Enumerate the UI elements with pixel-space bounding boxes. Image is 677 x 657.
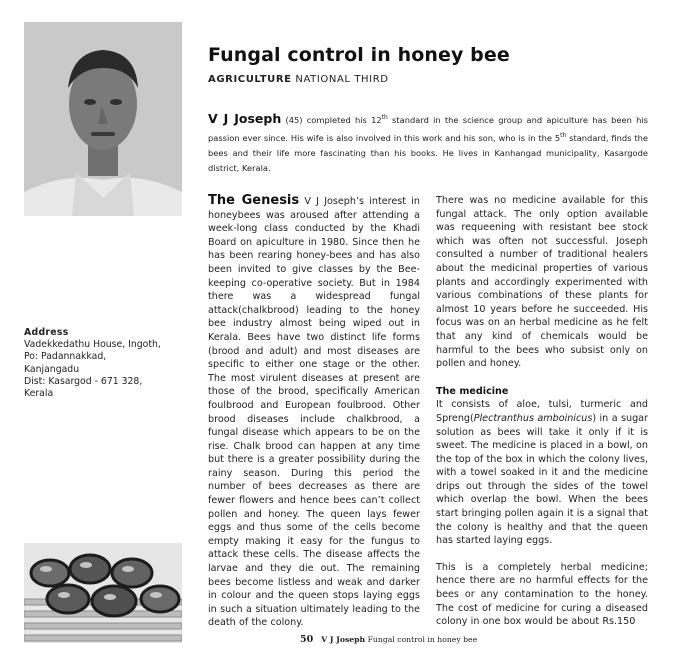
intro-sup-2: th bbox=[560, 131, 567, 139]
article-column-2 bbox=[436, 194, 648, 629]
medicine-heading: The medicine bbox=[436, 385, 509, 397]
portrait-photo bbox=[24, 22, 182, 216]
intro-text-3: standard, finds the bees and their life more fascinating than his books. He lives in Kanhangad municipality, Kasargode district, Kerala. bbox=[208, 132, 648, 173]
medicine-text-start: It consists of aloe, tulsi, turmeric and Spreng( bbox=[436, 399, 648, 424]
beehive-illustration bbox=[24, 543, 182, 643]
genesis-continued: There was no medicine available for this fungal attack. The only option available was requeening with resistant bee stock which was often not successful. Joseph consulted a number of traditional healers about the medicinal properties of various plants and accordingly experimented with various combinations of these plants for almost 10 years before he succeeded. His focus was on an herbal medicine as he felt that any kind of chemicals would be harmful to the bees who subsist only on pollen and honey. bbox=[436, 195, 648, 370]
category-field: AGRICULTURE bbox=[208, 74, 292, 85]
award-category bbox=[208, 74, 389, 85]
genesis-text: V J Joseph’s interest in honeybees was aroused after attending a week-long class conducted by the Khadi Board on apiculture in 1980. Since then he has been rearing honey-bees and has also been invited to give classes by the Bee-keeping co-operative society. But in 1984 there was a widespread fungal attack(chalkbrood) leading to the honey bee industry almost being wiped out in Kerala. Bees have two distinct life forms (brood and adult) and most diseases are specific to either one stage or the other. The most virulent diseases at present are those of the brood, specifically American foulbrood and European foulbrood. Other brood diseases include chalkbrood, a fungal disease which appears to be on the rise. Chalk brood can happen at any time but there is a greater possibility during the rainy season. During this period the number of bees decreases as there are fewer flowers and hence bees can’t collect pollen and honey. The queen lays fewer eggs and thus some of the cells become empty making it easy for the fungus to attack these cells. The disease affects the larvae and they die out. The remaining bees become listless and weak and darker in colour and the queen stops laying eggs in such a situation ultimately leading to the death of the colony. bbox=[208, 196, 421, 629]
address-line-4: Dist: Kasargod - 671 328, bbox=[24, 375, 143, 387]
intro-name: V J Joseph bbox=[208, 110, 282, 126]
intro-sup-1: th bbox=[381, 114, 388, 121]
page-footer bbox=[300, 634, 477, 645]
address-line-5: Kerala bbox=[24, 388, 54, 400]
medicine-text-end: ) in a sugar solution as bees will take it only if it is sweet. The medicine is placed in a bowl, on the top of the box in which the colony lives, with a towel soaked in it and the medicine drips out through the sides of the towel which overlap the bowl. When the bees start bringing pollen again it is a signal that the colony is healthy and that the queen has started laying eggs. bbox=[436, 412, 649, 547]
closing-paragraph: This is a completely herbal medicine; hence there are no harmful effects for the bees or any contamination to the honey. The cost of medicine for curing a diseased colony in one box would be about Rs.150 bbox=[436, 561, 648, 628]
address-block bbox=[24, 327, 199, 400]
beehive-photo bbox=[24, 543, 182, 643]
address-line-2: Po: Padannakkad, bbox=[24, 351, 107, 363]
article-column-1 bbox=[208, 194, 420, 630]
address-line-1: Vadekkedathu House, Ingoth, bbox=[24, 339, 161, 351]
article-title: Fungal control in honey bee bbox=[208, 44, 510, 66]
intro-text-1: (45) completed his 12 bbox=[281, 114, 382, 125]
address-label: Address bbox=[24, 327, 69, 338]
portrait-illustration bbox=[24, 22, 182, 216]
address-line-3: Kanjangadu bbox=[24, 363, 80, 375]
footer-title: Fungal control in honey bee bbox=[365, 635, 478, 644]
medicine-species: Plectranthus amboinicus bbox=[473, 412, 593, 424]
category-rank: NATIONAL THIRD bbox=[291, 74, 389, 85]
footer-author: V J Joseph bbox=[321, 635, 366, 644]
genesis-heading: The Genesis bbox=[208, 193, 300, 208]
page-number: 50 bbox=[300, 634, 314, 645]
genesis-paragraph bbox=[208, 194, 420, 630]
author-intro bbox=[208, 110, 648, 176]
intro-text-2: standard in the science group and apiculture has been his passion ever since. His wife is also involved in this work and his son, who is in the 5 bbox=[208, 114, 648, 143]
medicine-paragraph bbox=[436, 398, 648, 548]
